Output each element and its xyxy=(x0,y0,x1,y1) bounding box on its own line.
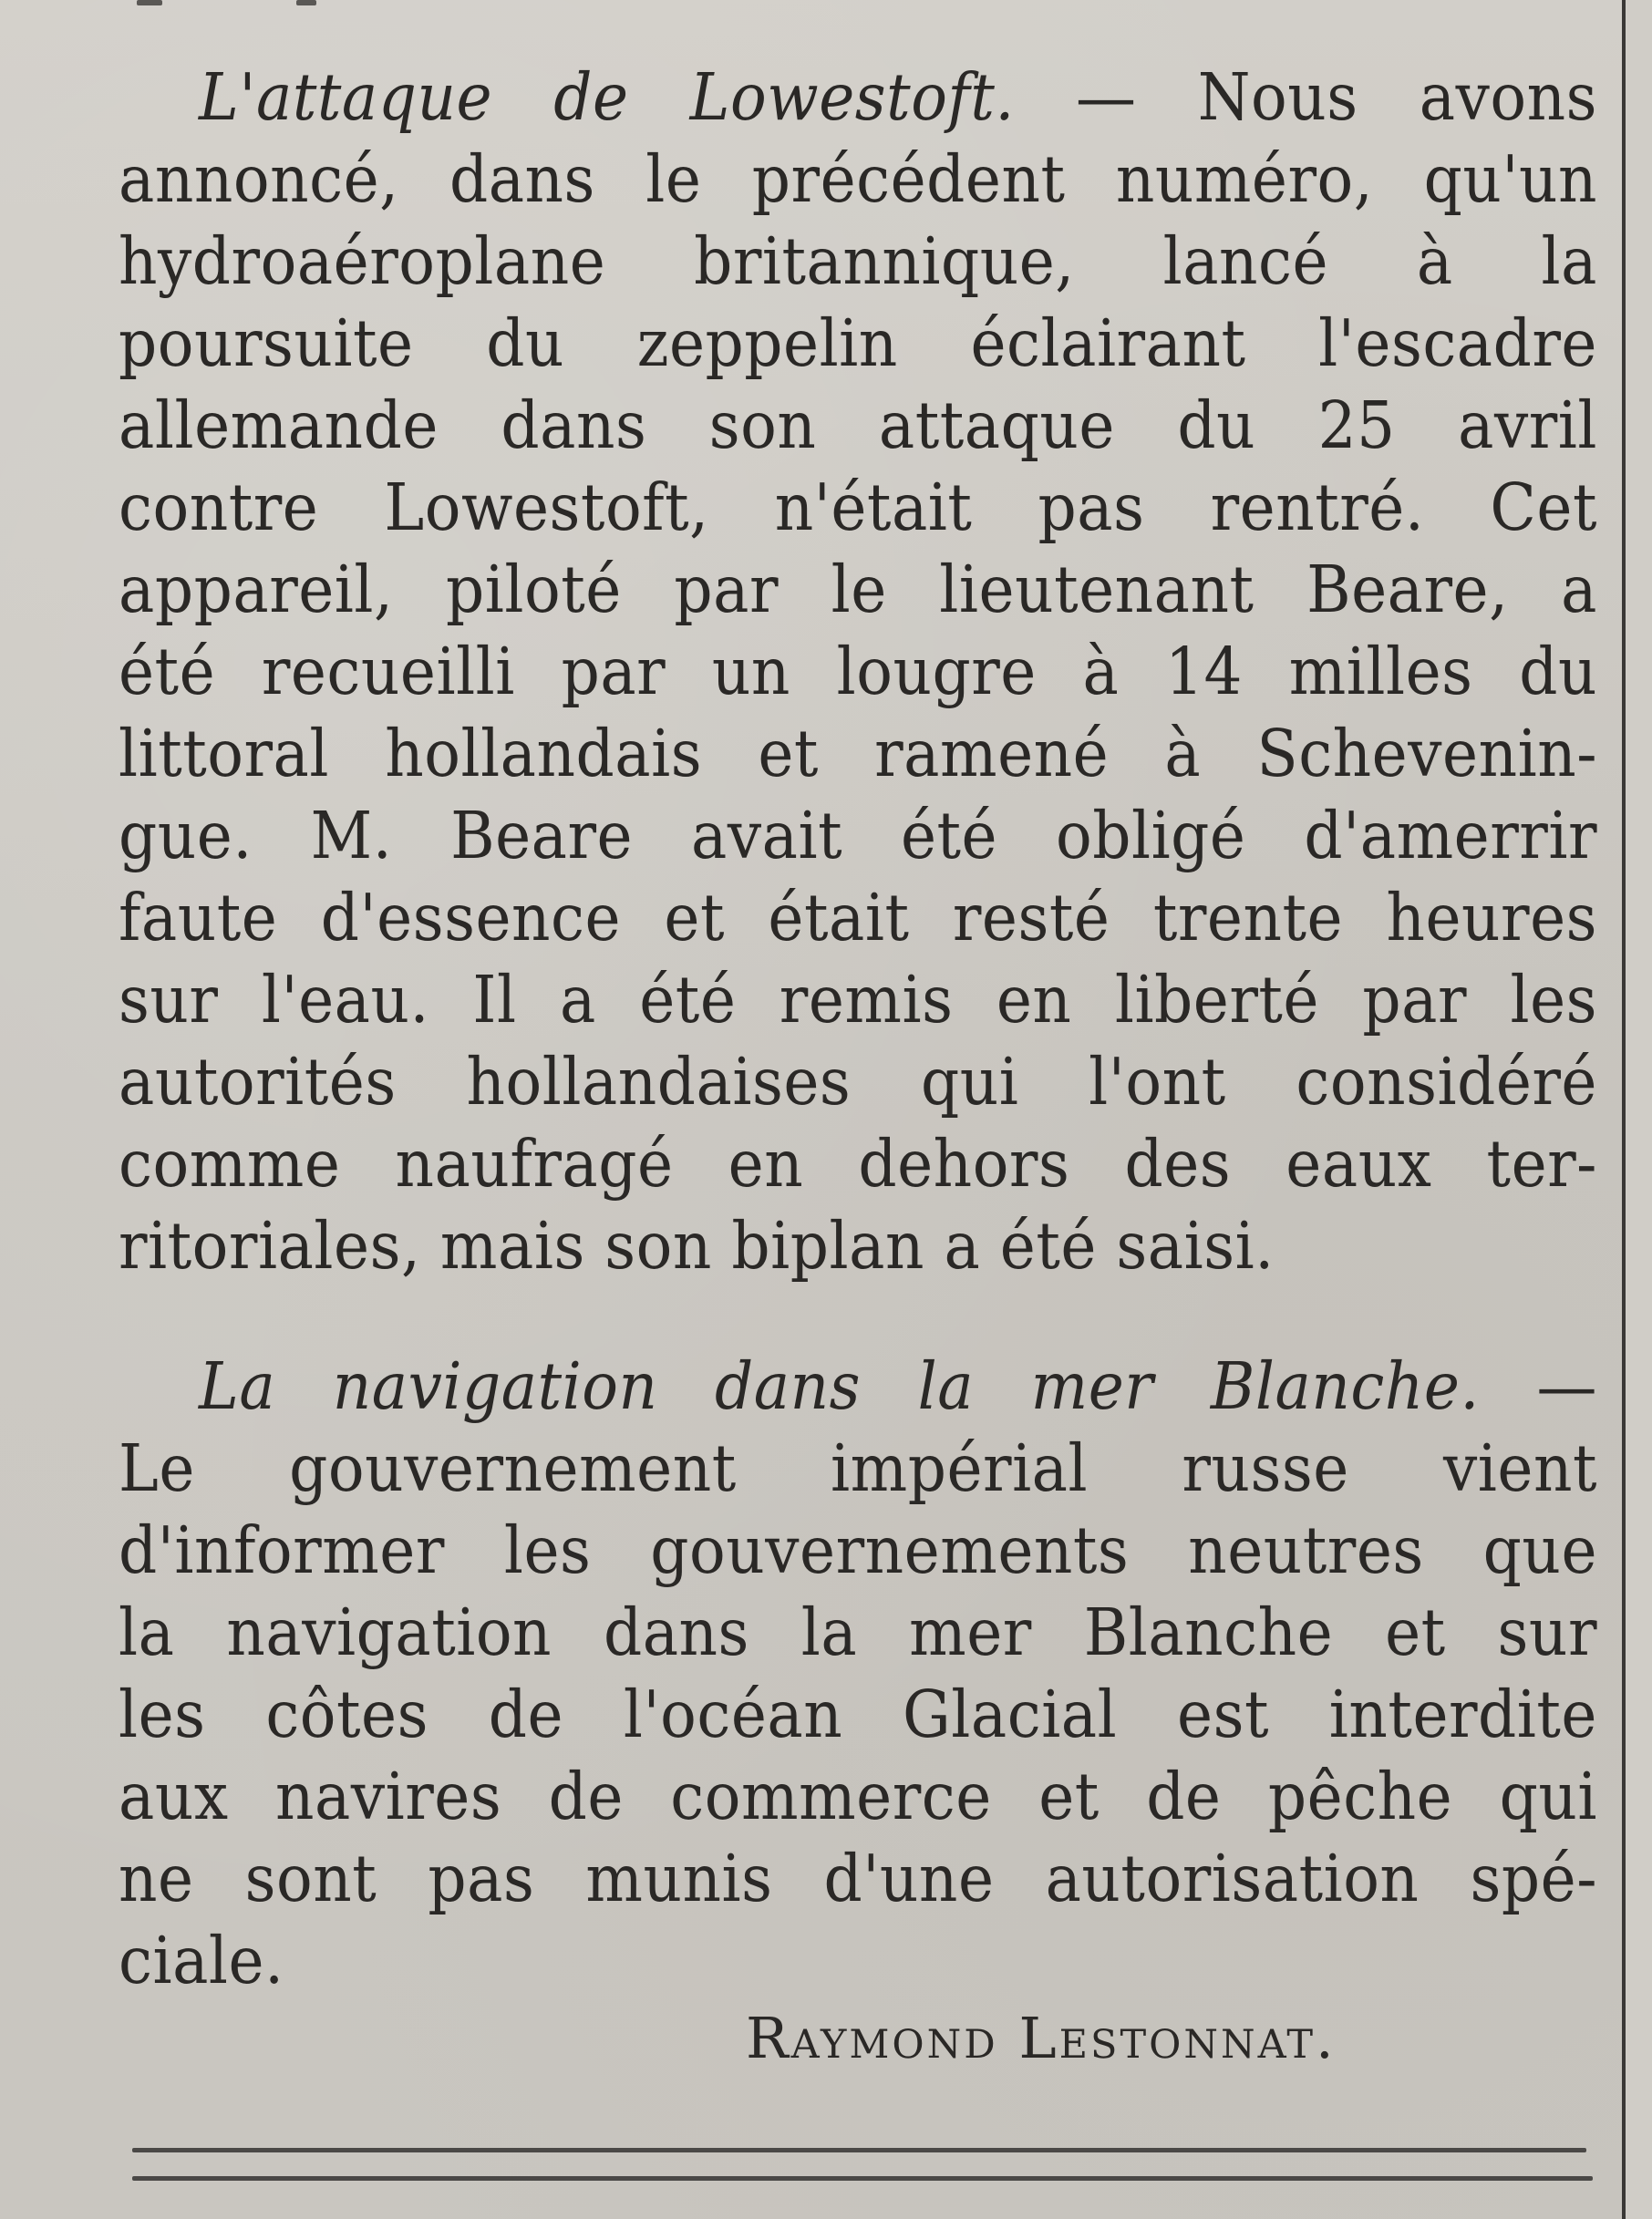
adjacent-column-margin xyxy=(1626,0,1652,2219)
text-line: Le gouvernement impérial russe vient xyxy=(119,1430,1597,1507)
end-rule-top xyxy=(132,2148,1586,2152)
text-line: hydroaéroplane britannique, lancé à la xyxy=(119,223,1597,300)
text-line: autorités hollandaises qui l'ont considéré xyxy=(119,1044,1597,1120)
section-heading-line xyxy=(199,1343,1597,1431)
text-line: comme naufragé en dehors des eaux ter- xyxy=(119,1126,1597,1202)
text-line: contre Lowestoft, n'était pas rentré. Cet xyxy=(119,470,1597,546)
text-line: été recueilli par un lougre à 14 milles du xyxy=(119,634,1597,710)
text-line: faute d'essence et était resté trente heures xyxy=(119,880,1597,956)
cropped-text-fragment xyxy=(296,0,316,5)
text-line: aux navires de commerce et de pêche qui xyxy=(119,1759,1597,1835)
text-line: littoral hollandais et ramené à Schevenin- xyxy=(119,716,1597,792)
end-rule-bottom xyxy=(132,2176,1593,2181)
section-title: La navigation dans la mer Blanche. xyxy=(199,1348,1480,1425)
text-line: gue. M. Beare avait été obligé d'amerrir xyxy=(119,798,1597,874)
heading-dash: — xyxy=(1479,1348,1597,1425)
cropped-text-fragment xyxy=(137,0,162,5)
text-line: sur l'eau. Il a été remis en liberté par les xyxy=(119,962,1597,1038)
text-line: ne sont pas munis d'une autorisation spé- xyxy=(119,1841,1597,1917)
text-line: d'informer les gouvernements neutres que xyxy=(119,1512,1597,1589)
section-heading-line xyxy=(199,54,1597,142)
text-line: ritoriales, mais son biplan a été saisi. xyxy=(119,1208,1275,1285)
heading-dash: — Nous avons xyxy=(1014,59,1597,136)
section-title: L'attaque de Lowestoft. xyxy=(199,59,1015,136)
text-line: allemande dans son attaque du 25 avril xyxy=(119,387,1597,464)
text-line: appareil, piloté par le lieutenant Beare, a xyxy=(119,552,1597,628)
text-line: les côtes de l'océan Glacial est interdite xyxy=(119,1677,1597,1753)
text-line: ciale. xyxy=(119,1923,284,1999)
text-line: annoncé, dans le précédent numéro, qu'un xyxy=(119,141,1597,218)
text-line: la navigation dans la mer Blanche et sur xyxy=(119,1595,1597,1671)
text-line: poursuite du zeppelin éclairant l'escadre xyxy=(119,305,1597,382)
author-signature: Raymond Lestonnat. xyxy=(746,2005,1337,2071)
